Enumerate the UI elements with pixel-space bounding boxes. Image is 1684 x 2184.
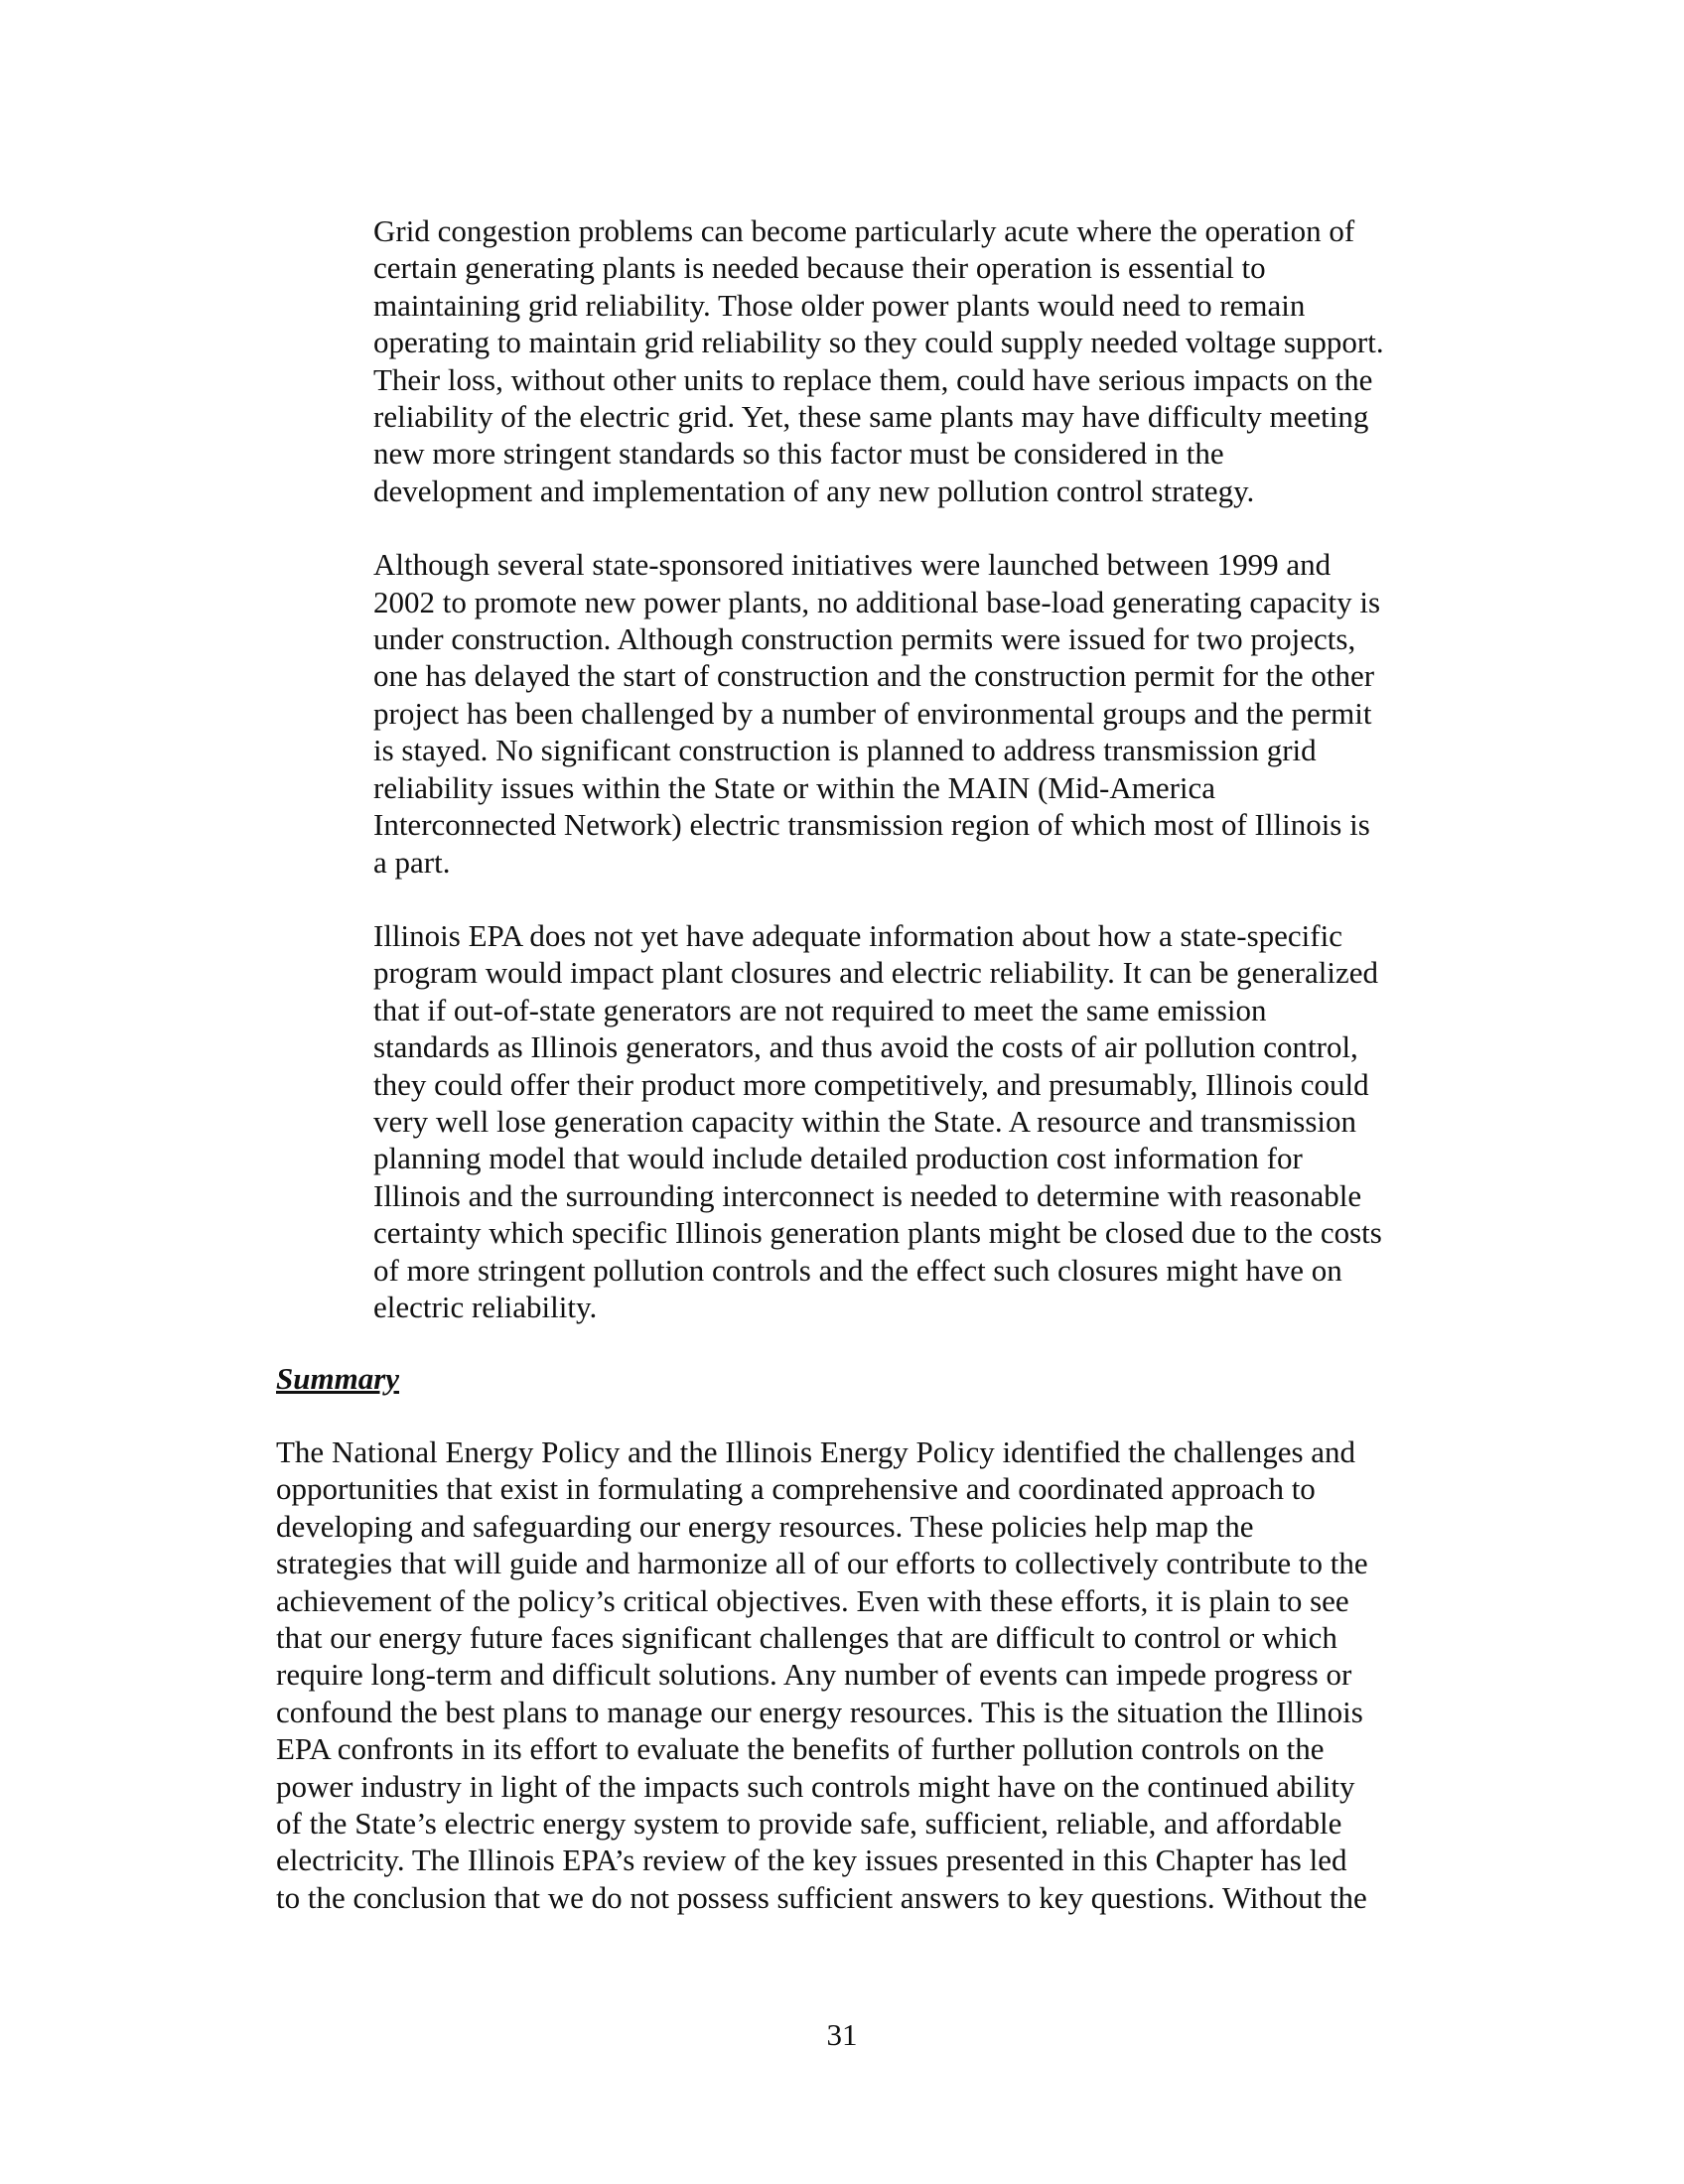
paragraph-summary: The National Energy Policy and the Illinois Energy Policy identified the challenges and opportunities that exist in formulating a comprehensive and coordinated approach to developing and safeguarding our energy resources. These policies help map the strategies that will guide and harmonize all of our efforts to collectively contribute to the achievement of the policy’s critical objectives. Even with these efforts, it is plain to see that our energy future faces significant challenges that are difficult to control or which require long-term and difficult solutions. Any number of events can impede progress or confound the best plans to manage our energy resources. This is the situation the Illinois EPA confronts in its effort to evaluate the benefits of further pollution controls on the power industry in light of the impacts such controls might have on the continued ability of the State’s electric energy system to provide safe, sufficient, reliable, and affordable electricity. The Illinois EPA’s review of the key issues presented in this Chapter has led to the conclusion that we do not possess sufficient answers to key questions. Without the [276,1434,1368,1915]
summary-heading: Summary [276,1361,400,1396]
paragraph-grid-congestion: Grid congestion problems can become particularly acute where the operation of certain generating plants is needed because their operation is essential to maintaining grid reliability. Those older power plants would need to remain operating to maintain grid reliability so they could supply needed voltage support. Their loss, without other units to replace them, could have serious impacts on the reliability of the electric grid. Yet, these same plants may have difficulty meeting new more stringent standards so this factor must be considered in the development and implementation of any new pollution control strategy. [373,213,1384,508]
paragraph-state-initiatives: Although several state-sponsored initiatives were launched between 1999 and 2002 to promote new power plants, no additional base-load generating capacity is under construction. Although construction permits were issued for two projects, one has delayed the start of construction and the construction permit for the other project has been challenged by a number of environmental groups and the permit is stayed. No significant construction is planned to address transmission grid reliability issues within the State or within the MAIN (Mid-America Interconnected Network) electric transmission region of which most of Illinois is a part. [373,547,1381,880]
summary-body [276,1433,1458,1953]
page-number: 31 [826,2017,858,2052]
paragraph-illinois-epa-information: Illinois EPA does not yet have adequate information about how a state-specific program would impact plant closures and electric reliability. It can be generalized that if out-of-state generators are not required to meet the same emission standards as Illinois generators, and thus avoid the costs of air pollution control, they could offer their product more competitively, and presumably, Illinois could very well lose generation capacity within the State. A resource and transmission planning model that would include detailed production cost information for Illinois and the surrounding interconnect is needed to determine with reasonable certainty which specific Illinois generation plants might be closed due to the costs of more stringent pollution controls and the effect such closures might have on electric reliability. [373,917,1382,1324]
indented-body [373,212,1456,1362]
